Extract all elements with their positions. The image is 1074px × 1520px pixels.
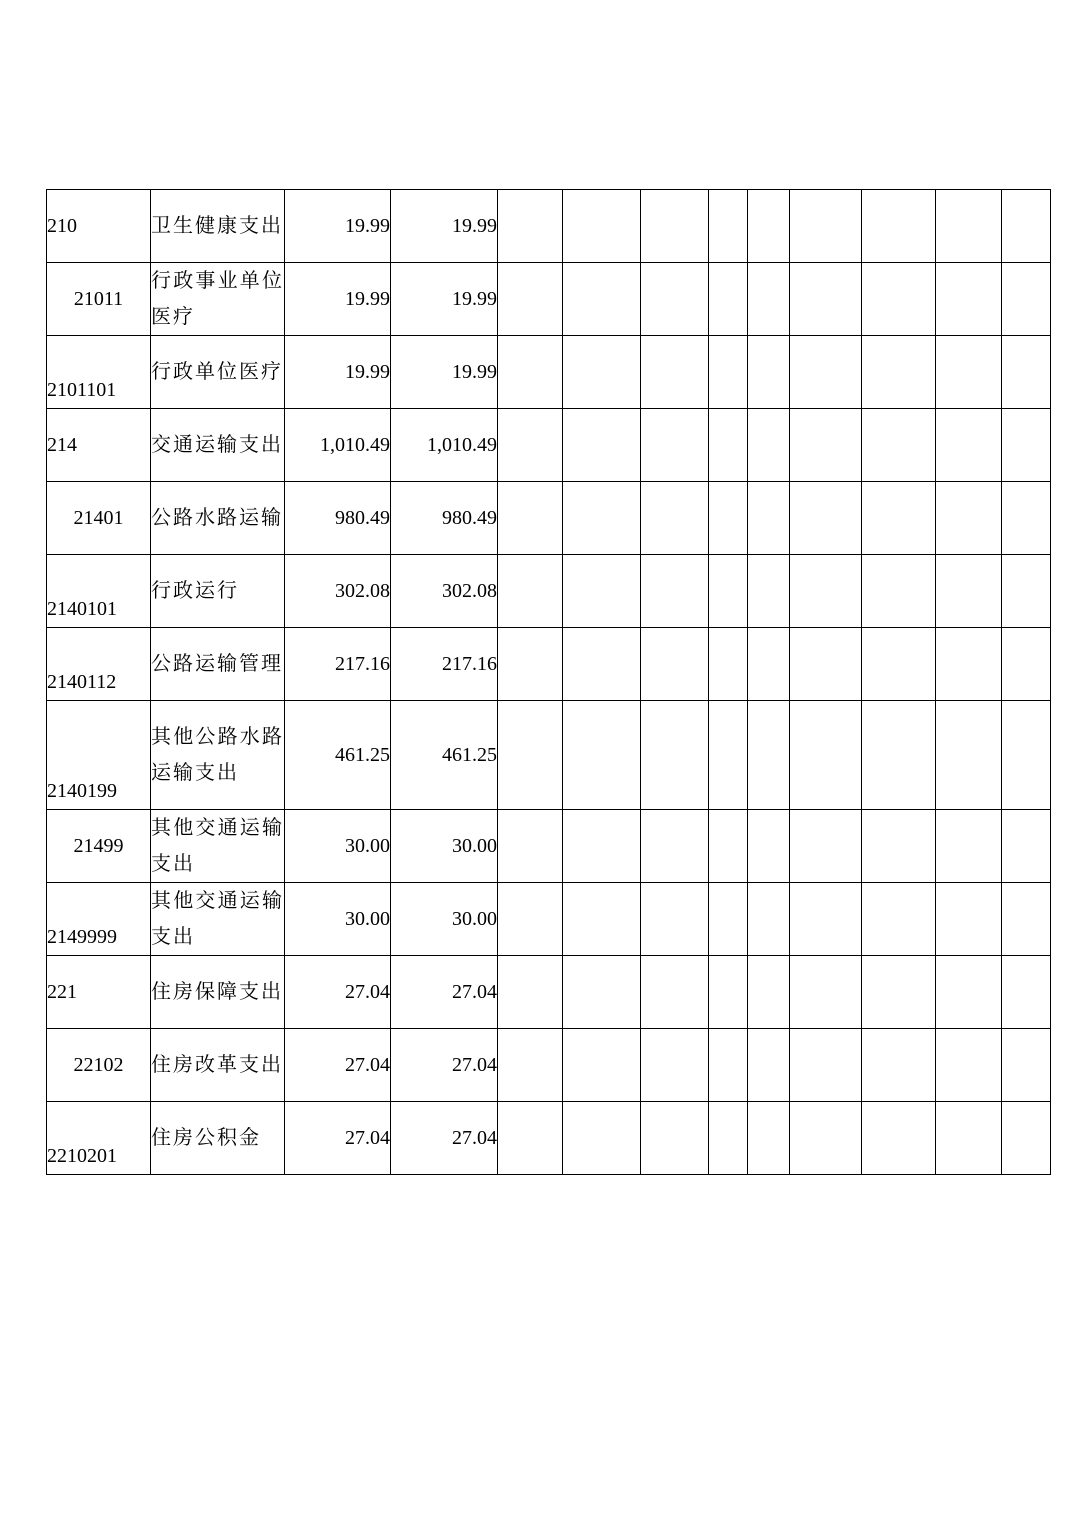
empty-cell [1002, 336, 1051, 409]
empty-cell [641, 336, 709, 409]
empty-cell [862, 263, 936, 336]
empty-cell [748, 810, 790, 883]
row-code: 2140112 [47, 628, 151, 701]
empty-cell [936, 1029, 1002, 1102]
row-name-text: 交通运输支出 [151, 434, 283, 456]
empty-cell [709, 1029, 748, 1102]
empty-cell [498, 628, 563, 701]
row-basic: 27.04 [391, 956, 498, 1029]
empty-cell [936, 701, 1002, 810]
table-row [47, 555, 1051, 628]
empty-cell [936, 409, 1002, 482]
row-basic: 19.99 [391, 263, 498, 336]
row-code: 221 [47, 956, 151, 1029]
empty-cell [498, 956, 563, 1029]
empty-cell [1002, 555, 1051, 628]
empty-cell [563, 883, 641, 956]
empty-cell [1002, 409, 1051, 482]
empty-cell [790, 190, 862, 263]
row-total: 30.00 [285, 883, 391, 956]
empty-cell [641, 555, 709, 628]
row-code: 210 [47, 190, 151, 263]
empty-cell [498, 1029, 563, 1102]
empty-cell [790, 810, 862, 883]
empty-cell [709, 956, 748, 1029]
empty-cell [936, 555, 1002, 628]
empty-cell [498, 482, 563, 555]
empty-cell [790, 263, 862, 336]
empty-cell [748, 956, 790, 1029]
row-total: 27.04 [285, 1102, 391, 1175]
table-row [47, 883, 1051, 956]
table-row [47, 1102, 1051, 1175]
empty-cell [498, 810, 563, 883]
table-row [47, 190, 1051, 263]
row-basic: 30.00 [391, 883, 498, 956]
empty-cell [862, 1029, 936, 1102]
empty-cell [790, 628, 862, 701]
empty-cell [862, 883, 936, 956]
empty-cell [1002, 956, 1051, 1029]
row-code: 21499 [47, 810, 151, 883]
row-basic: 27.04 [391, 1102, 498, 1175]
empty-cell [641, 482, 709, 555]
empty-cell [641, 956, 709, 1029]
row-basic: 217.16 [391, 628, 498, 701]
row-basic: 1,010.49 [391, 409, 498, 482]
row-name-text: 其他交通运输支出 [151, 817, 284, 875]
empty-cell [498, 701, 563, 810]
empty-cell [709, 263, 748, 336]
empty-cell [862, 555, 936, 628]
table-row [47, 263, 1051, 336]
row-total: 19.99 [285, 336, 391, 409]
empty-cell [641, 409, 709, 482]
row-name-text: 其他公路水路运输支出 [151, 726, 284, 784]
row-name-text: 其他交通运输支出 [151, 890, 284, 948]
empty-cell [1002, 190, 1051, 263]
row-name-text: 公路运输管理 [151, 653, 283, 675]
empty-cell [1002, 810, 1051, 883]
empty-cell [498, 409, 563, 482]
empty-cell [563, 1029, 641, 1102]
empty-cell [936, 482, 1002, 555]
empty-cell [790, 555, 862, 628]
table-row [47, 701, 1051, 810]
empty-cell [709, 482, 748, 555]
empty-cell [748, 482, 790, 555]
row-total: 30.00 [285, 810, 391, 883]
row-total: 19.99 [285, 263, 391, 336]
empty-cell [936, 1102, 1002, 1175]
empty-cell [498, 555, 563, 628]
empty-cell [563, 628, 641, 701]
empty-cell [563, 409, 641, 482]
row-code: 21011 [47, 263, 151, 336]
row-name [151, 482, 285, 555]
row-name-text: 行政事业单位医疗 [151, 270, 284, 328]
empty-cell [709, 190, 748, 263]
row-name [151, 336, 285, 409]
row-name [151, 263, 285, 336]
row-name-text: 住房保障支出 [151, 981, 283, 1003]
row-basic: 19.99 [391, 190, 498, 263]
row-code: 2149999 [47, 883, 151, 956]
empty-cell [709, 336, 748, 409]
empty-cell [641, 628, 709, 701]
empty-cell [748, 555, 790, 628]
row-code: 22102 [47, 1029, 151, 1102]
empty-cell [1002, 482, 1051, 555]
empty-cell [790, 1029, 862, 1102]
row-total: 27.04 [285, 956, 391, 1029]
table-row [47, 336, 1051, 409]
empty-cell [862, 701, 936, 810]
empty-cell [862, 628, 936, 701]
empty-cell [936, 190, 1002, 263]
empty-cell [748, 263, 790, 336]
empty-cell [790, 701, 862, 810]
row-name [151, 409, 285, 482]
empty-cell [709, 1102, 748, 1175]
empty-cell [498, 263, 563, 336]
row-total: 217.16 [285, 628, 391, 701]
empty-cell [748, 628, 790, 701]
row-name [151, 190, 285, 263]
row-name-text: 卫生健康支出 [151, 215, 283, 237]
row-code: 2140101 [47, 555, 151, 628]
empty-cell [790, 1102, 862, 1175]
empty-cell [563, 701, 641, 810]
row-basic: 27.04 [391, 1029, 498, 1102]
empty-cell [563, 555, 641, 628]
empty-cell [709, 883, 748, 956]
row-name [151, 1102, 285, 1175]
empty-cell [790, 956, 862, 1029]
empty-cell [709, 810, 748, 883]
empty-cell [563, 190, 641, 263]
row-basic: 980.49 [391, 482, 498, 555]
empty-cell [498, 336, 563, 409]
empty-cell [641, 810, 709, 883]
row-total: 461.25 [285, 701, 391, 810]
empty-cell [936, 263, 1002, 336]
row-name-text: 住房公积金 [151, 1127, 261, 1149]
row-code: 2140199 [47, 701, 151, 810]
empty-cell [790, 409, 862, 482]
row-basic: 461.25 [391, 701, 498, 810]
empty-cell [641, 1102, 709, 1175]
row-basic: 30.00 [391, 810, 498, 883]
empty-cell [748, 336, 790, 409]
empty-cell [936, 810, 1002, 883]
empty-cell [748, 409, 790, 482]
empty-cell [862, 482, 936, 555]
row-total: 1,010.49 [285, 409, 391, 482]
empty-cell [862, 1102, 936, 1175]
table-body [47, 190, 1051, 1175]
empty-cell [563, 263, 641, 336]
row-basic: 19.99 [391, 336, 498, 409]
empty-cell [709, 628, 748, 701]
empty-cell [790, 883, 862, 956]
empty-cell [709, 555, 748, 628]
row-code: 21401 [47, 482, 151, 555]
row-total: 19.99 [285, 190, 391, 263]
empty-cell [748, 883, 790, 956]
empty-cell [862, 956, 936, 1029]
empty-cell [862, 810, 936, 883]
empty-cell [641, 263, 709, 336]
empty-cell [936, 628, 1002, 701]
empty-cell [1002, 1029, 1051, 1102]
row-code: 2101101 [47, 336, 151, 409]
empty-cell [563, 810, 641, 883]
empty-cell [862, 190, 936, 263]
table-row [47, 628, 1051, 701]
empty-cell [862, 336, 936, 409]
empty-cell [936, 336, 1002, 409]
empty-cell [1002, 1102, 1051, 1175]
row-name [151, 555, 285, 628]
row-basic: 302.08 [391, 555, 498, 628]
row-total: 980.49 [285, 482, 391, 555]
empty-cell [563, 956, 641, 1029]
table-row [47, 956, 1051, 1029]
empty-cell [709, 701, 748, 810]
table-row [47, 482, 1051, 555]
empty-cell [790, 482, 862, 555]
row-total: 302.08 [285, 555, 391, 628]
row-code: 214 [47, 409, 151, 482]
row-name [151, 1029, 285, 1102]
empty-cell [748, 1029, 790, 1102]
row-name [151, 701, 285, 810]
empty-cell [709, 409, 748, 482]
empty-cell [862, 409, 936, 482]
empty-cell [563, 336, 641, 409]
budget-table [46, 189, 1051, 1175]
empty-cell [1002, 701, 1051, 810]
empty-cell [1002, 883, 1051, 956]
empty-cell [936, 883, 1002, 956]
empty-cell [641, 190, 709, 263]
row-name-text: 行政运行 [151, 580, 239, 602]
row-name [151, 810, 285, 883]
row-name-text: 住房改革支出 [151, 1054, 283, 1076]
table-row [47, 1029, 1051, 1102]
empty-cell [936, 956, 1002, 1029]
table-row [47, 409, 1051, 482]
empty-cell [1002, 628, 1051, 701]
empty-cell [1002, 263, 1051, 336]
empty-cell [498, 1102, 563, 1175]
empty-cell [641, 883, 709, 956]
row-name-text: 行政单位医疗 [151, 361, 283, 383]
row-name [151, 956, 285, 1029]
empty-cell [498, 190, 563, 263]
empty-cell [748, 701, 790, 810]
row-name [151, 883, 285, 956]
empty-cell [563, 482, 641, 555]
row-code: 2210201 [47, 1102, 151, 1175]
table-row [47, 810, 1051, 883]
row-total: 27.04 [285, 1029, 391, 1102]
row-name [151, 628, 285, 701]
empty-cell [748, 190, 790, 263]
empty-cell [641, 1029, 709, 1102]
empty-cell [641, 701, 709, 810]
row-name-text: 公路水路运输 [151, 507, 283, 529]
empty-cell [748, 1102, 790, 1175]
empty-cell [498, 883, 563, 956]
empty-cell [790, 336, 862, 409]
empty-cell [563, 1102, 641, 1175]
